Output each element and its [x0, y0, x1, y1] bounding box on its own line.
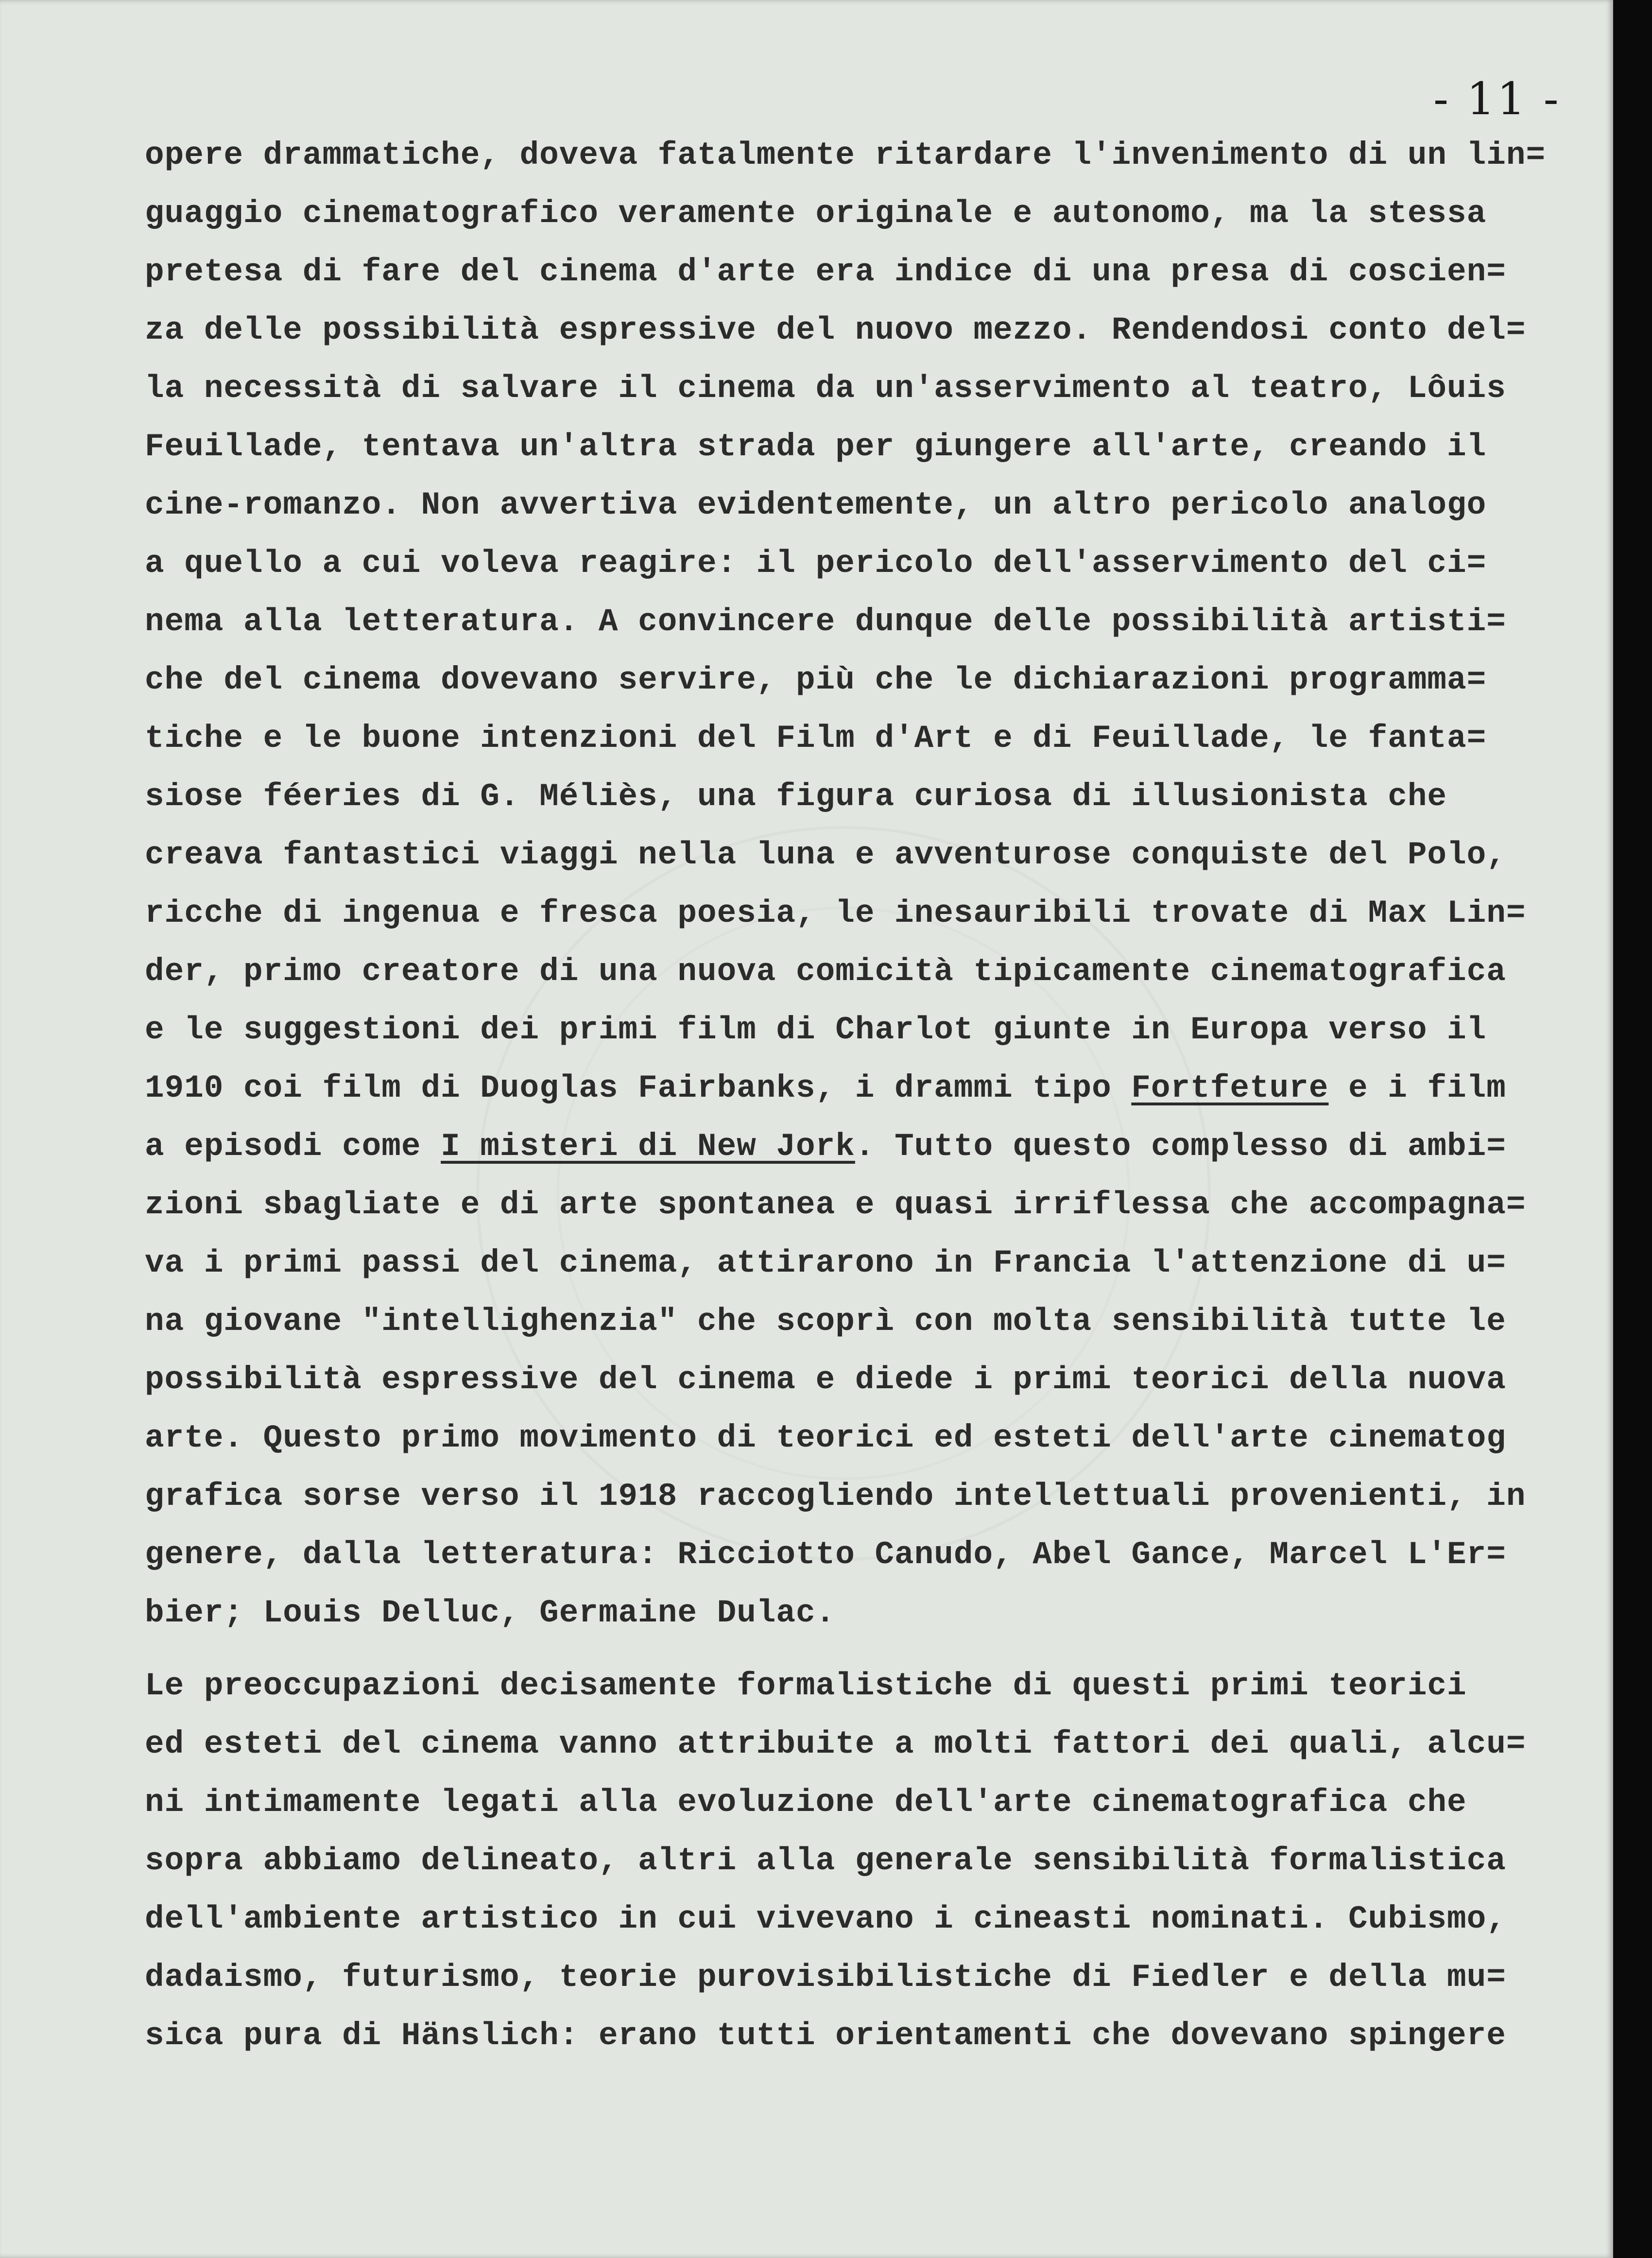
text-line: sica pura di Hänslich: erano tutti orientamenti che dovevano spingere [145, 2017, 1506, 2054]
text-line: a quello a cui voleva reagire: il pericolo dell'asservimento del ci= [145, 545, 1487, 582]
text-line: dadaismo, futurismo, teorie purovisibilistiche di Fiedler e della mu= [145, 1959, 1506, 1996]
text-line: sopra abbiamo delineato, altri alla generale sensibilità formalistica [145, 1843, 1506, 1879]
text-line: grafica sorse verso il 1918 raccogliendo intellettuali provenienti, in [145, 1478, 1526, 1515]
paragraph-1 [145, 126, 1554, 1642]
text-segment: 1910 coi film di Duoglas Fairbanks, i drammi tipo [145, 1070, 1132, 1106]
underlined-title-fortfeture: Fortfeture [1131, 1070, 1329, 1106]
text-line: dell'ambiente artistico in cui vivevano i cineasti nominati. Cubismo, [145, 1901, 1506, 1937]
text-line: na giovane "intellighenzia" che scoprì con molta sensibilità tutte le [145, 1303, 1506, 1340]
bleed-through-stamp [53, 272, 97, 437]
text-line: za delle possibilità espressive del nuovo mezzo. Rendendosi conto del= [145, 312, 1526, 348]
text-line [145, 1059, 1554, 1118]
text-line: ed esteti del cinema vanno attribuite a molti fattori dei quali, alcu= [145, 1726, 1526, 1762]
text-line: la necessità di salvare il cinema da un'asservimento al teatro, Lôuis [145, 370, 1506, 407]
text-line [145, 1118, 1554, 1176]
text-line: e le suggestioni dei primi film di Charlot giunte in Europa verso il [145, 1012, 1487, 1048]
paragraph-2 [145, 1657, 1554, 2065]
text-line: opere drammatiche, doveva fatalmente ritardare l'invenimento di un lin= [145, 137, 1546, 173]
text-line: Le preoccupazioni decisamente formalistiche di questi primi teorici [145, 1668, 1467, 1704]
text-line: zioni sbagliate e di arte spontanea e quasi irriflessa che accompagna= [145, 1187, 1526, 1223]
page-number: - 11 - [1433, 73, 1561, 125]
text-line: der, primo creatore di una nuova comicità tipicamente cinematografica [145, 953, 1506, 990]
text-line: pretesa di fare del cinema d'arte era indice di una presa di coscien= [145, 254, 1506, 290]
text-line: creava fantastici viaggi nella luna e avventurose conquiste del Polo, [145, 837, 1506, 873]
text-line: possibilità espressive del cinema e diede i primi teorici della nuova [145, 1362, 1506, 1398]
text-line: va i primi passi del cinema, attirarono in Francia l'attenzione di u= [145, 1245, 1506, 1281]
underlined-title-misteri: I misteri di New Jork [441, 1128, 855, 1165]
text-line: bier; Louis Delluc, Germaine Dulac. [145, 1595, 836, 1631]
text-line: arte. Questo primo movimento di teorici ed esteti dell'arte cinematog [145, 1420, 1506, 1456]
text-segment: a episodi come [145, 1128, 441, 1165]
text-line: genere, dalla letteratura: Ricciotto Canudo, Abel Gance, Marcel L'Er= [145, 1536, 1506, 1573]
text-line: cine-romanzo. Non avvertiva evidentemente, un altro pericolo analogo [145, 487, 1487, 523]
text-segment: . Tutto questo complesso di ambi= [855, 1128, 1506, 1165]
text-segment: e i film [1328, 1070, 1506, 1106]
text-line: ricche di ingenua e fresca poesia, le inesauribili trovate di Max Lin= [145, 895, 1526, 931]
text-line: che del cinema dovevano servire, più che le dichiarazioni programma= [145, 662, 1487, 698]
text-line: nema alla letteratura. A convincere dunque delle possibilità artisti= [145, 603, 1506, 640]
text-line: Feuillade, tentava un'altra strada per giungere all'arte, creando il [145, 429, 1487, 465]
text-line: ni intimamente legati alla evoluzione dell'arte cinematografica che [145, 1784, 1467, 1821]
text-line: tiche e le buone intenzioni del Film d'Art e di Feuillade, le fanta= [145, 720, 1487, 757]
typewritten-text [145, 126, 1554, 2065]
text-line: guaggio cinematografico veramente originale e autonomo, ma la stessa [145, 195, 1487, 232]
text-line: siose féeries di G. Méliès, una figura curiosa di illusionista che [145, 778, 1447, 815]
